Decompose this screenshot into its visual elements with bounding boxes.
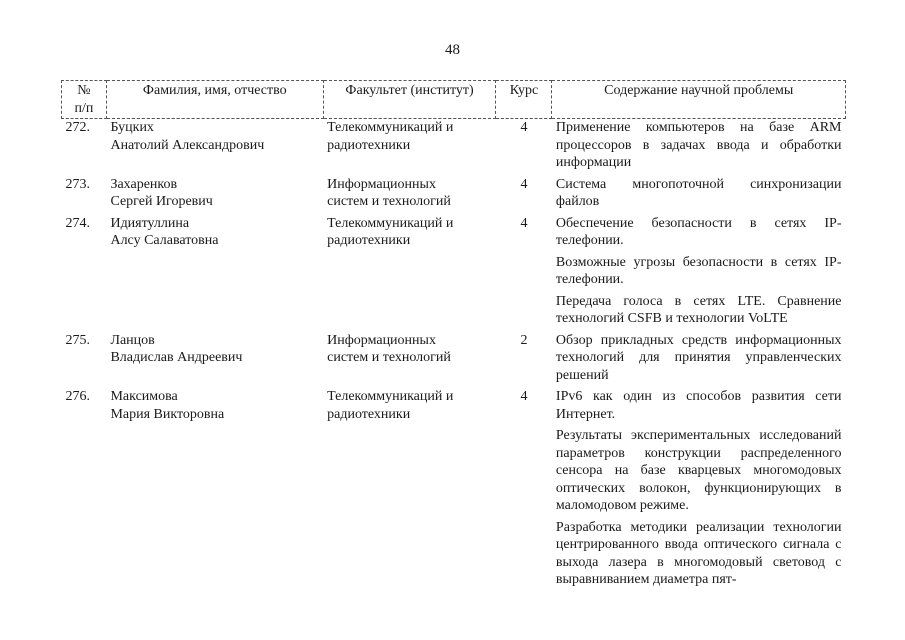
row-name bbox=[106, 332, 323, 389]
faculty-faculty-line2: радиотехники bbox=[327, 406, 411, 422]
name-name-line2: Владислав Андреевич bbox=[110, 350, 243, 365]
topic-item: Разработка методики реализации технологии центрированного ввода оптического сигнала с выхода лазера в многомодовый световод с выравниванием диаметра пят- bbox=[555, 519, 842, 587]
header-course: Курс bbox=[496, 81, 552, 119]
row-faculty bbox=[323, 388, 496, 593]
row-name bbox=[106, 215, 323, 332]
topic-item: Система многопоточной синхронизации файлов bbox=[555, 176, 842, 209]
name-name-line2: Сергей Игоревич bbox=[110, 194, 213, 209]
table-row bbox=[62, 388, 846, 593]
topic-item: Передача голоса в сетях LTE. Сравнение технологий CSFB и технологии VoLTE bbox=[555, 293, 842, 326]
page-number: 48 bbox=[445, 42, 460, 58]
table-row bbox=[62, 332, 846, 389]
name-name-line1: Буцких bbox=[110, 120, 154, 135]
row-course: 4 bbox=[520, 389, 528, 404]
row-number: 275. bbox=[65, 332, 90, 348]
name-name-line1: Ланцов bbox=[110, 332, 155, 348]
table-row bbox=[62, 176, 846, 215]
row-course: 2 bbox=[520, 332, 528, 348]
row-course: 4 bbox=[520, 120, 528, 135]
row-topics bbox=[552, 119, 846, 176]
topic-item: Результаты экспериментальных исследований параметров конструкции распределенного сенсора на базе кварцевых многомодовых оптических волокон, функционирующих в маломодовом режиме. bbox=[555, 428, 842, 513]
topic-item: Обзор прикладных средств информационных технологий для принятия управленческих решений bbox=[555, 332, 842, 383]
faculty-faculty-line1: Телекоммуникаций и bbox=[327, 389, 454, 404]
faculty-faculty-line2: радиотехники bbox=[327, 137, 411, 153]
faculty-faculty-line1: Информационных bbox=[327, 332, 436, 348]
table-row bbox=[62, 215, 846, 332]
topic-item: Обеспечение безопасности в сетях IP-телефонии. bbox=[555, 215, 842, 248]
faculty-faculty-line1: Телекоммуникаций и bbox=[327, 120, 454, 135]
table-row bbox=[62, 119, 846, 176]
name-name-line1: Идиятуллина bbox=[110, 215, 190, 231]
topic-item: IPv6 как один из способов развития сети Интернет. bbox=[555, 389, 842, 422]
row-topics bbox=[552, 332, 846, 389]
name-name-line2: Анатолий Александрович bbox=[110, 137, 265, 153]
name-name-line2: Мария Викторовна bbox=[110, 406, 225, 422]
faculty-faculty-line1: Телекоммуникаций и bbox=[327, 215, 454, 231]
row-name bbox=[106, 119, 323, 176]
header-num bbox=[62, 81, 107, 119]
name-name-line1: Захаренков bbox=[110, 176, 178, 192]
name-name-line1: Максимова bbox=[110, 389, 178, 404]
row-course: 4 bbox=[520, 176, 528, 192]
header-num-line2: п/п bbox=[74, 100, 94, 116]
faculty-faculty-line2: систем и технологий bbox=[327, 194, 451, 209]
faculty-faculty-line1: Информационных bbox=[327, 176, 436, 192]
row-name bbox=[106, 176, 323, 215]
header-faculty: Факультет (институт) bbox=[323, 81, 496, 119]
name-name-line2: Алсу Салаватовна bbox=[110, 233, 219, 248]
row-name bbox=[106, 388, 323, 593]
row-topics bbox=[552, 176, 846, 215]
row-faculty bbox=[323, 176, 496, 215]
topic-item: Возможные угрозы безопасности в сетях IP-телефонии. bbox=[555, 254, 842, 287]
row-number: 273. bbox=[65, 176, 90, 192]
faculty-faculty-line2: систем и технологий bbox=[327, 350, 451, 365]
row-number: 276. bbox=[65, 389, 90, 404]
header-topic: Содержание научной проблемы bbox=[552, 81, 846, 119]
row-faculty bbox=[323, 332, 496, 389]
table-header bbox=[62, 81, 846, 119]
row-faculty bbox=[323, 215, 496, 332]
header-name: Фамилия, имя, отчество bbox=[106, 81, 323, 119]
row-faculty bbox=[323, 119, 496, 176]
row-number: 274. bbox=[65, 215, 90, 231]
faculty-faculty-line2: радиотехники bbox=[327, 233, 411, 248]
row-course: 4 bbox=[520, 215, 528, 231]
header-num-line1: № bbox=[77, 83, 91, 98]
table-body bbox=[62, 119, 846, 593]
row-topics bbox=[552, 388, 846, 593]
topic-item: Применение компьютеров на базе ARM процессоров в задачах ввода и обработки информации bbox=[555, 120, 842, 170]
row-number: 272. bbox=[65, 120, 90, 135]
row-topics bbox=[552, 215, 846, 332]
students-table bbox=[61, 80, 846, 593]
